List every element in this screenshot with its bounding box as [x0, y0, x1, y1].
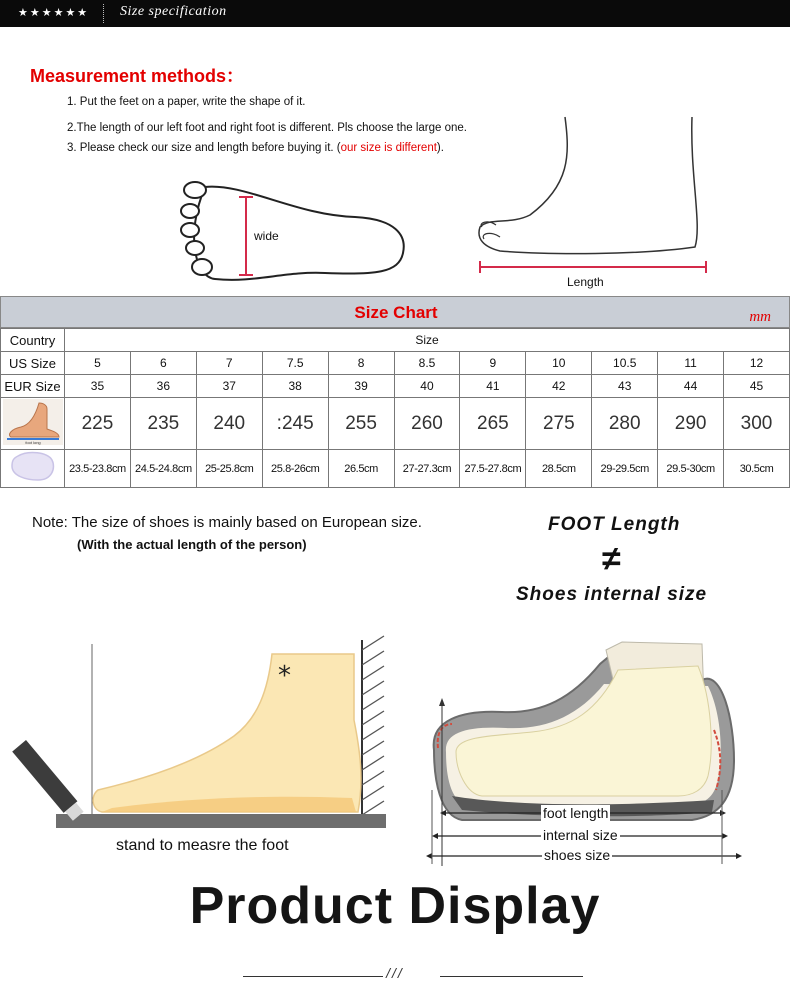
eur-size-cell: 41 — [460, 375, 526, 398]
us-size-cell: 11 — [658, 352, 724, 375]
eur-size-cell: 40 — [394, 375, 460, 398]
us-size-cell: 10 — [526, 352, 592, 375]
mm-length-cell: 275 — [526, 398, 592, 450]
us-size-cell: 8.5 — [394, 352, 460, 375]
standing-foot-illustration — [22, 640, 402, 840]
us-size-cell: 9 — [460, 352, 526, 375]
us-size-cell: 12 — [724, 352, 790, 375]
foot-photo-caption: foot long — [24, 440, 41, 445]
us-size-cell: 7 — [196, 352, 262, 375]
shoes-size-label: shoes size — [544, 847, 611, 863]
mm-length-cell: 255 — [328, 398, 394, 450]
mm-length-cell: :245 — [262, 398, 328, 450]
cm-length-cell: 28.5cm — [526, 450, 592, 488]
shoe-cross-section — [422, 640, 742, 880]
svg-text:*: * — [278, 661, 291, 691]
cm-length-cell: 25-25.8cm — [196, 450, 262, 488]
step3-prefix: 3. Please check our size and length before buying it. ( — [67, 142, 341, 154]
eur-size-cell: 44 — [658, 375, 724, 398]
insole-photo-cell — [1, 450, 65, 488]
cm-length-cell: 29.5-30cm — [658, 450, 724, 488]
size-note: Note: The size of shoes is mainly based on European size. — [32, 514, 422, 531]
header-title: Size specification — [120, 4, 227, 19]
bottom-divider-right — [440, 976, 583, 977]
step3-warning: our size is different — [340, 142, 437, 154]
cm-length-cell: 23.5-23.8cm — [65, 450, 131, 488]
size-chart-unit: mm — [749, 309, 771, 325]
header-stars: ★★★★★★ — [18, 6, 90, 19]
measurement-step-1: 1. Put the feet on a paper, write the shape of it. — [67, 96, 306, 108]
table-row-us — [1, 352, 790, 375]
cm-length-cell: 29-29.5cm — [592, 450, 658, 488]
size-chart — [0, 296, 790, 494]
mm-length-cell: 265 — [460, 398, 526, 450]
table-row-eur — [1, 375, 790, 398]
foot-length-label: foot length — [543, 805, 609, 821]
stand-caption: stand to measre the foot — [116, 837, 289, 854]
bottom-mark: /// — [386, 965, 404, 981]
size-chart-header — [0, 296, 790, 328]
eur-size-cell: 39 — [328, 375, 394, 398]
cm-length-cell: 27-27.3cm — [394, 450, 460, 488]
foot-photo-cell — [1, 398, 65, 450]
wide-label: wide — [254, 229, 279, 243]
header-bar — [0, 0, 790, 27]
eur-size-cell: 45 — [724, 375, 790, 398]
country-label: Country — [1, 329, 65, 352]
foot-photo-icon — [3, 399, 63, 445]
us-size-label: US Size — [1, 352, 65, 375]
measurement-title: Measurement methods： — [30, 66, 245, 86]
size-chart-title: Size Chart — [354, 303, 438, 322]
length-label: Length — [567, 275, 604, 289]
mm-length-cell: 260 — [394, 398, 460, 450]
measurement-step-2: 2.The length of our left foot and right foot is different. Pls choose the large one. — [67, 122, 467, 134]
eur-size-label: EUR Size — [1, 375, 65, 398]
eur-size-cell: 42 — [526, 375, 592, 398]
internal-size-label: internal size — [543, 827, 618, 843]
shoes-internal-heading: Shoes internal size — [516, 584, 708, 605]
size-note-detail: (With the actual length of the person) — [77, 537, 307, 552]
mm-length-cell: 300 — [724, 398, 790, 450]
us-size-cell: 8 — [328, 352, 394, 375]
eur-size-cell: 38 — [262, 375, 328, 398]
header-divider — [103, 4, 104, 23]
cm-length-cell: 30.5cm — [724, 450, 790, 488]
size-table — [0, 328, 790, 488]
product-display-title: Product Display — [189, 877, 601, 935]
not-equal-symbol: ≠ — [602, 540, 621, 578]
us-size-cell: 5 — [65, 352, 131, 375]
measurement-step-3 — [67, 142, 444, 154]
mm-length-cell: 225 — [65, 398, 131, 450]
foot-outline-illustration — [175, 175, 415, 295]
us-size-cell: 10.5 — [592, 352, 658, 375]
step3-suffix: ). — [436, 142, 444, 154]
cm-length-cell: 27.5-27.8cm — [460, 450, 526, 488]
eur-size-cell: 36 — [130, 375, 196, 398]
eur-size-cell: 37 — [196, 375, 262, 398]
mm-length-cell: 240 — [196, 398, 262, 450]
us-size-cell: 6 — [130, 352, 196, 375]
cm-length-cell: 25.8-26cm — [262, 450, 328, 488]
table-row-mm — [1, 398, 790, 450]
mm-length-cell: 280 — [592, 398, 658, 450]
mm-length-cell: 290 — [658, 398, 724, 450]
eur-size-cell: 35 — [65, 375, 131, 398]
foot-side-illustration — [470, 115, 710, 275]
mm-length-cell: 235 — [130, 398, 196, 450]
table-row-country — [1, 329, 790, 352]
us-size-cell: 7.5 — [262, 352, 328, 375]
table-row-cm — [1, 450, 790, 488]
foot-length-heading: FOOT Length — [548, 514, 681, 535]
cm-length-cell: 24.5-24.8cm — [130, 450, 196, 488]
eur-size-cell: 43 — [592, 375, 658, 398]
insole-icon — [8, 450, 58, 484]
cm-length-cell: 26.5cm — [328, 450, 394, 488]
size-label: Size — [65, 329, 790, 352]
